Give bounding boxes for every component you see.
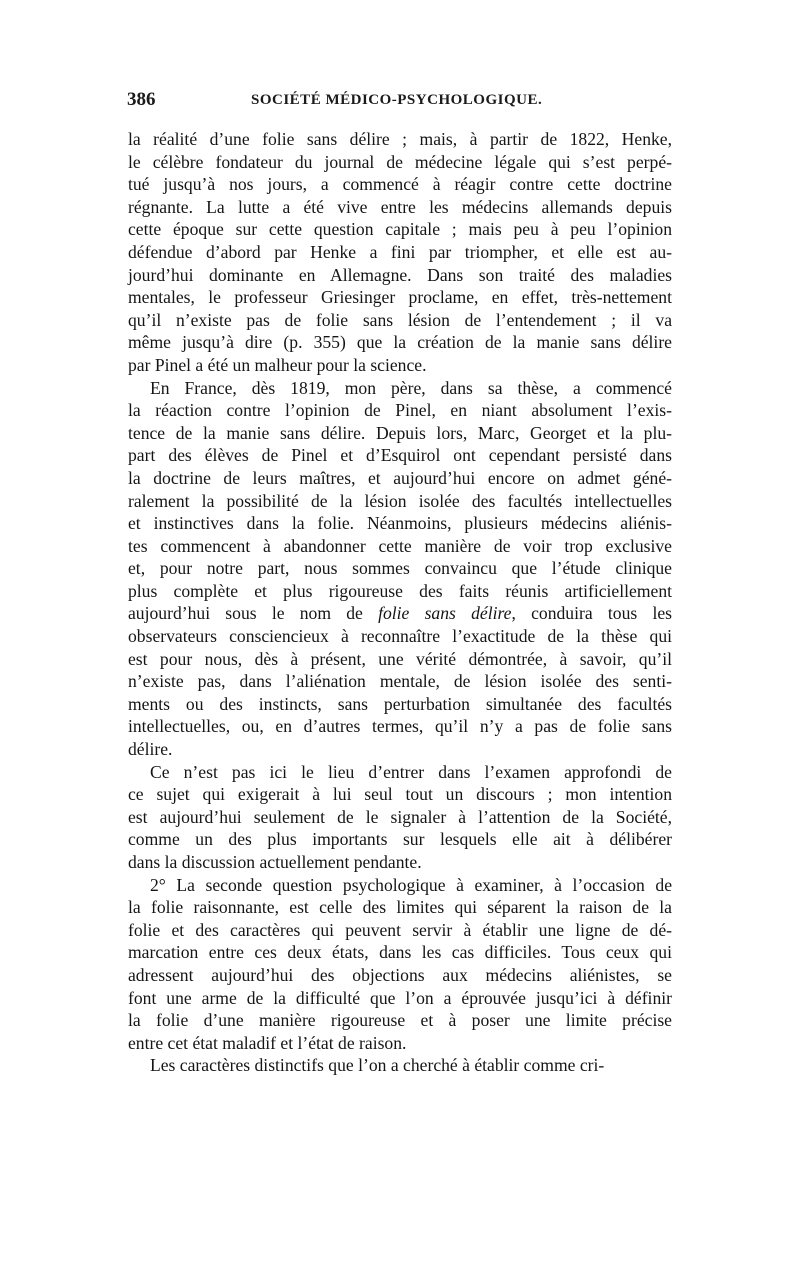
text-line: ments ou des instincts, sans perturbation simultanée des facultés	[128, 693, 672, 714]
page-number: 386	[127, 89, 156, 110]
text-line: qu’il n’existe pas de folie sans lésion de l’entendement ; il va	[128, 309, 672, 330]
text-line: cette époque sur cette question capitale ; mais peu à peu l’opinion	[128, 219, 672, 240]
body-text	[128, 128, 672, 1077]
text-line: entre cet état maladif et l’état de raison.	[128, 1032, 407, 1053]
text-line: tence de la manie sans délire. Depuis lors, Marc, Georget et la plu-	[128, 422, 672, 443]
text-line: intellectuelles, ou, en d’autres termes, qu’il n’y a pas de folie sans	[128, 716, 672, 737]
text-line: la réaction contre l’opinion de Pinel, en niant absolument l’exis-	[128, 400, 672, 421]
text-line: aujourd’hui sous le nom de folie sans délire, conduira tous les	[128, 603, 672, 624]
text-line: le célèbre fondateur du journal de médecine légale qui s’est perpé-	[128, 151, 672, 172]
text-line: observateurs consciencieux à reconnaître l’exactitude de la thèse qui	[128, 626, 672, 647]
running-head: SOCIÉTÉ MÉDICO-PSYCHOLOGIQUE.	[251, 92, 543, 108]
text-line: n’existe pas, dans l’aliénation mentale, de lésion isolée des senti-	[128, 671, 672, 692]
text-line: plus complète et plus rigoureuse des faits réunis artificiellement	[128, 580, 672, 601]
text-line: ralement la possibilité de la lésion isolée des facultés intellectuelles	[128, 490, 672, 511]
text-line: défendue d’abord par Henke a fini par triompher, et elle est au-	[128, 241, 672, 262]
text-line: font une arme de la difficulté que l’on a éprouvée jusqu’ici à définir	[128, 987, 672, 1008]
text-line: part des élèves de Pinel et d’Esquirol ont cependant persisté dans	[128, 445, 672, 466]
text-line: Les caractères distinctifs que l’on a cherché à établir comme cri-	[150, 1055, 605, 1076]
page-header	[127, 89, 672, 117]
text-line: mentales, le professeur Griesinger proclame, en effet, très-nettement	[128, 287, 672, 308]
text-line: et, pour notre part, nous sommes convaincu que l’étude clinique	[128, 558, 672, 579]
text-line: ce sujet qui exigerait à lui seul tout un discours ; mon intention	[128, 784, 672, 805]
text-line: comme un des plus importants sur lesquels elle ait à délibérer	[128, 829, 672, 850]
text-line: En France, dès 1819, mon père, dans sa thèse, a commencé	[150, 377, 672, 398]
text-line: Ce n’est pas ici le lieu d’entrer dans l’examen approfondi de	[150, 761, 672, 782]
text-line: la réalité d’une folie sans délire ; mais, à partir de 1822, Henke,	[128, 129, 672, 149]
text-line: la folie raisonnante, est celle des limites qui séparent la raison de la	[128, 897, 672, 918]
text-line: la doctrine de leurs maîtres, et aujourd’hui encore on admet géné-	[128, 467, 672, 488]
text-line: folie et des caractères qui peuvent servir à établir une ligne de dé-	[128, 919, 672, 940]
text-line: par Pinel a été un malheur pour la science.	[128, 354, 427, 375]
text-line: adressent aujourd’hui des objections aux médecins aliénistes, se	[128, 964, 672, 985]
text-line: délire.	[128, 739, 173, 760]
text-line: 2° La seconde question psychologique à examiner, à l’occasion de	[150, 874, 672, 895]
text-line: la folie d’une manière rigoureuse et à poser une limite précise	[128, 1010, 672, 1031]
text-line: tes commencent à abandonner cette manière de voir trop exclusive	[128, 535, 672, 556]
text-line: même jusqu’à dire (p. 355) que la création de la manie sans délire	[128, 332, 672, 353]
text-line: et instinctives dans la folie. Néanmoins, plusieurs médecins aliénis-	[128, 513, 672, 534]
text-line: régnante. La lutte a été vive entre les médecins allemands depuis	[128, 196, 672, 217]
text-line: jourd’hui dominante en Allemagne. Dans son traité des maladies	[128, 264, 672, 285]
text-line: est aujourd’hui seulement de le signaler à l’attention de la Société,	[128, 806, 672, 827]
text-line: tué jusqu’à nos jours, a commencé à réagir contre cette doctrine	[128, 174, 672, 195]
text-line: marcation entre ces deux états, dans les cas difficiles. Tous ceux qui	[128, 942, 672, 963]
text-line: dans la discussion actuellement pendante.	[128, 852, 422, 872]
text-line: est pour nous, dès à présent, une vérité démontrée, à savoir, qu’il	[128, 648, 672, 669]
